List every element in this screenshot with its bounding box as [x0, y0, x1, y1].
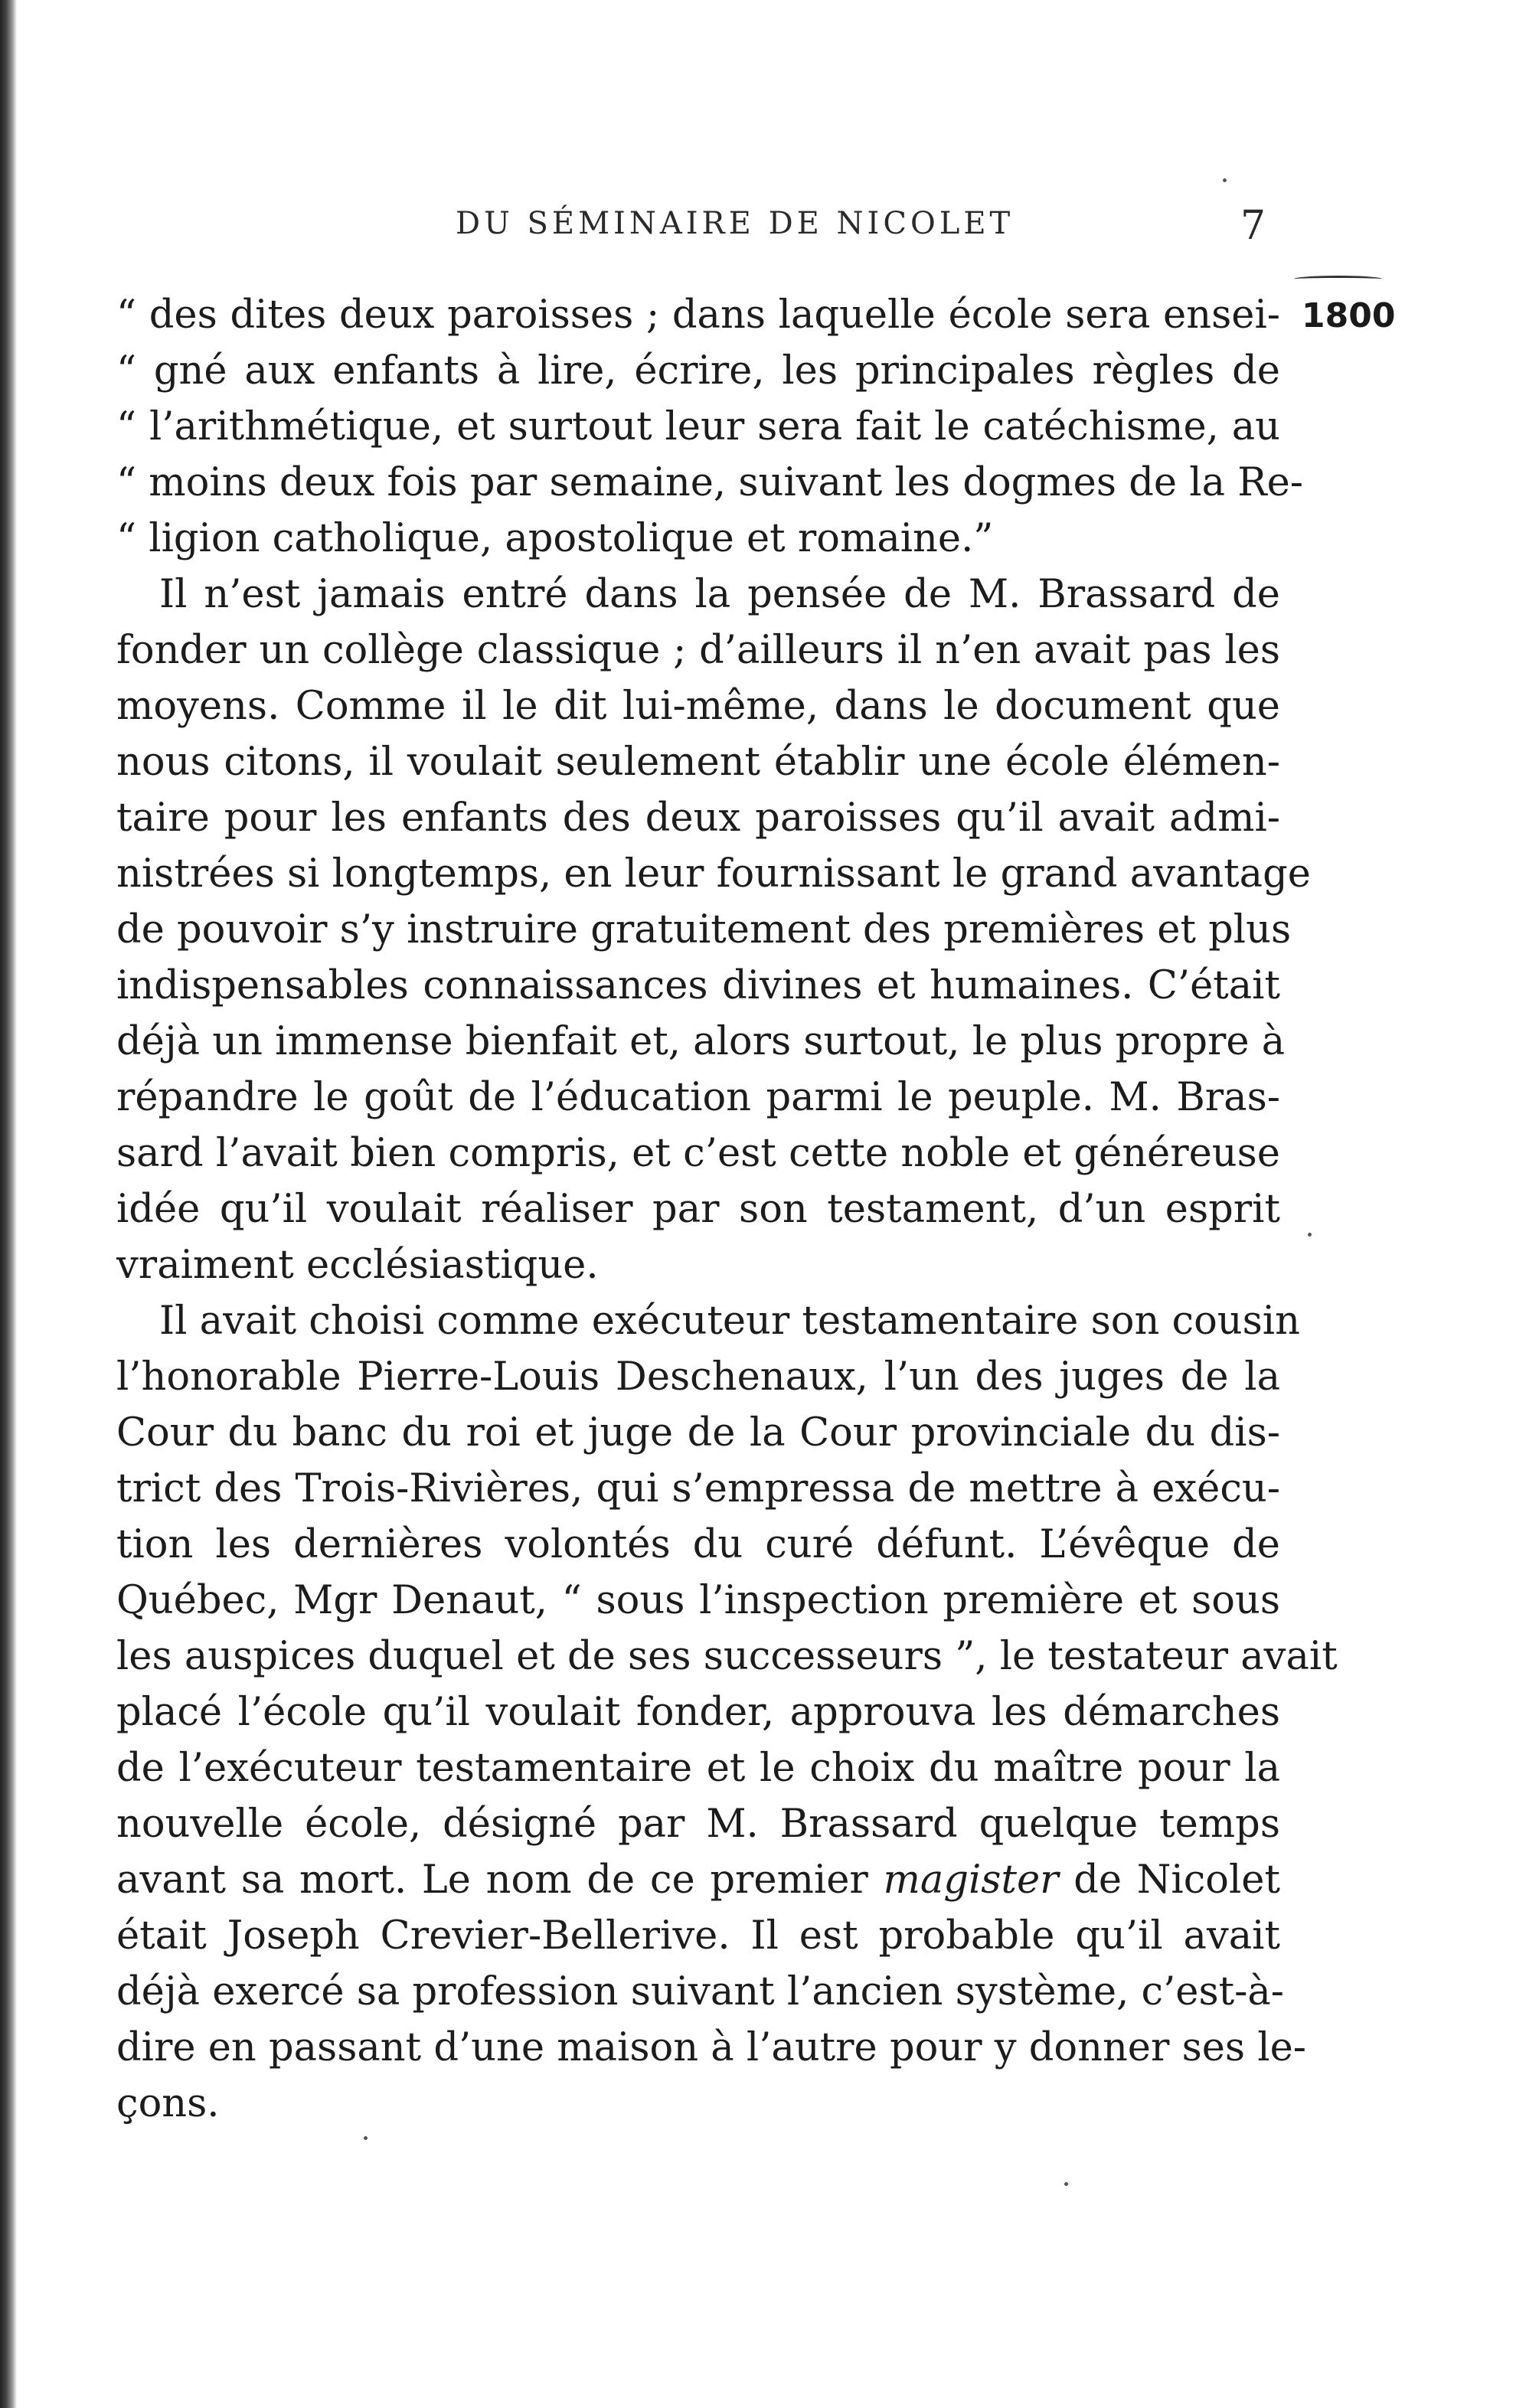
text-line: de pouvoir s’y instruire gratuitement des premières et plus — [116, 907, 1292, 952]
text-segment: de Nicolet — [1073, 1857, 1280, 1903]
text-line: idée qu’il voulait réaliser par son testament, d’un esprit — [116, 1187, 1280, 1232]
text-line: nouvelle école, désigné par M. Brassard quelque temps — [116, 1802, 1280, 1847]
running-title: DU SÉMINAIRE DE NICOLET — [456, 206, 1015, 241]
text-line: dire en passant d’une maison à l’autre pour y donner ses le- — [116, 2025, 1307, 2070]
text-line: çons. — [116, 2081, 220, 2126]
text-line: Cour du banc du roi et juge de la Cour provinciale du dis- — [116, 1410, 1280, 1456]
text-line: “ des dites deux paroisses ; dans laquelle école sera ensei- — [116, 292, 1280, 338]
text-line: les auspices duquel et de ses successeurs ”, le testateur avait — [116, 1634, 1338, 1679]
text-line — [116, 1852, 1280, 1908]
margin-ornament — [1294, 276, 1382, 283]
italic-term: magister — [883, 1857, 1059, 1903]
text-line: fonder un collège classique ; d’ailleurs il n’en avait pas les — [116, 628, 1280, 673]
text-line: nous citons, il voulait seulement établir une école élémen- — [116, 740, 1280, 785]
print-speck — [1064, 2182, 1068, 2186]
text-segment: avant sa mort. Le nom de ce premier — [116, 1857, 868, 1903]
page-edge-shadow — [0, 0, 17, 2408]
text-line: Québec, Mgr Denaut, “ sous l’inspection première et sous — [116, 1578, 1280, 1623]
text-line: était Joseph Crevier-Bellerive. Il est probable qu’il avait — [116, 1913, 1280, 1959]
text-line: trict des Trois-Rivières, qui s’empressa de mettre à exécu- — [116, 1466, 1280, 1511]
text-line: sard l’avait bien compris, et c’est cette noble et généreuse — [116, 1131, 1280, 1176]
text-line: placé l’école qu’il voulait fonder, approuva les démarches — [116, 1690, 1280, 1735]
text-line: taire pour les enfants des deux paroisses qu’il avait admi- — [116, 796, 1280, 841]
text-line: vraiment ecclésiastique. — [116, 1243, 599, 1288]
text-line: de l’exécuteur testamentaire et le choix du maître pour la — [116, 1746, 1280, 1791]
page-number: 7 — [1240, 203, 1266, 249]
margin-year-note: 1800 — [1302, 296, 1396, 335]
text-line: répandre le goût de l’éducation parmi le peuple. M. Bras- — [116, 1075, 1280, 1120]
text-line: moyens. Comme il le dit lui-même, dans le document que — [116, 684, 1280, 729]
print-speck — [1223, 178, 1227, 182]
text-line: tion les dernières volontés du curé défunt. L’évêque de — [116, 1522, 1280, 1567]
print-speck — [364, 2136, 368, 2140]
text-line: l’honorable Pierre-Louis Deschenaux, l’un des juges de la — [116, 1354, 1280, 1400]
text-line: déjà exercé sa profession suivant l’ancien système, c’est-à- — [116, 1969, 1284, 2014]
text-line: “ moins deux fois par semaine, suivant les dogmes de la Re- — [116, 460, 1304, 505]
text-line: Il avait choisi comme exécuteur testamentaire son cousin — [159, 1299, 1300, 1344]
body-text — [116, 287, 1338, 2132]
page-header — [0, 203, 1539, 249]
print-speck — [1308, 1233, 1312, 1237]
text-line: nistrées si longtemps, en leur fournissant le grand avantage — [116, 851, 1311, 897]
text-line: “ l’arithmétique, et surtout leur sera fait le catéchisme, au — [116, 404, 1280, 449]
text-line: Il n’est jamais entré dans la pensée de M. Brassard de — [159, 572, 1280, 617]
text-line: “ gné aux enfants à lire, écrire, les principales règles de — [116, 348, 1280, 394]
text-line: “ ligion catholique, apostolique et romaine.” — [116, 516, 994, 561]
text-line: déjà un immense bienfait et, alors surtout, le plus propre à — [116, 1019, 1286, 1064]
text-line: indispensables connaissances divines et humaines. C’était — [116, 963, 1280, 1008]
